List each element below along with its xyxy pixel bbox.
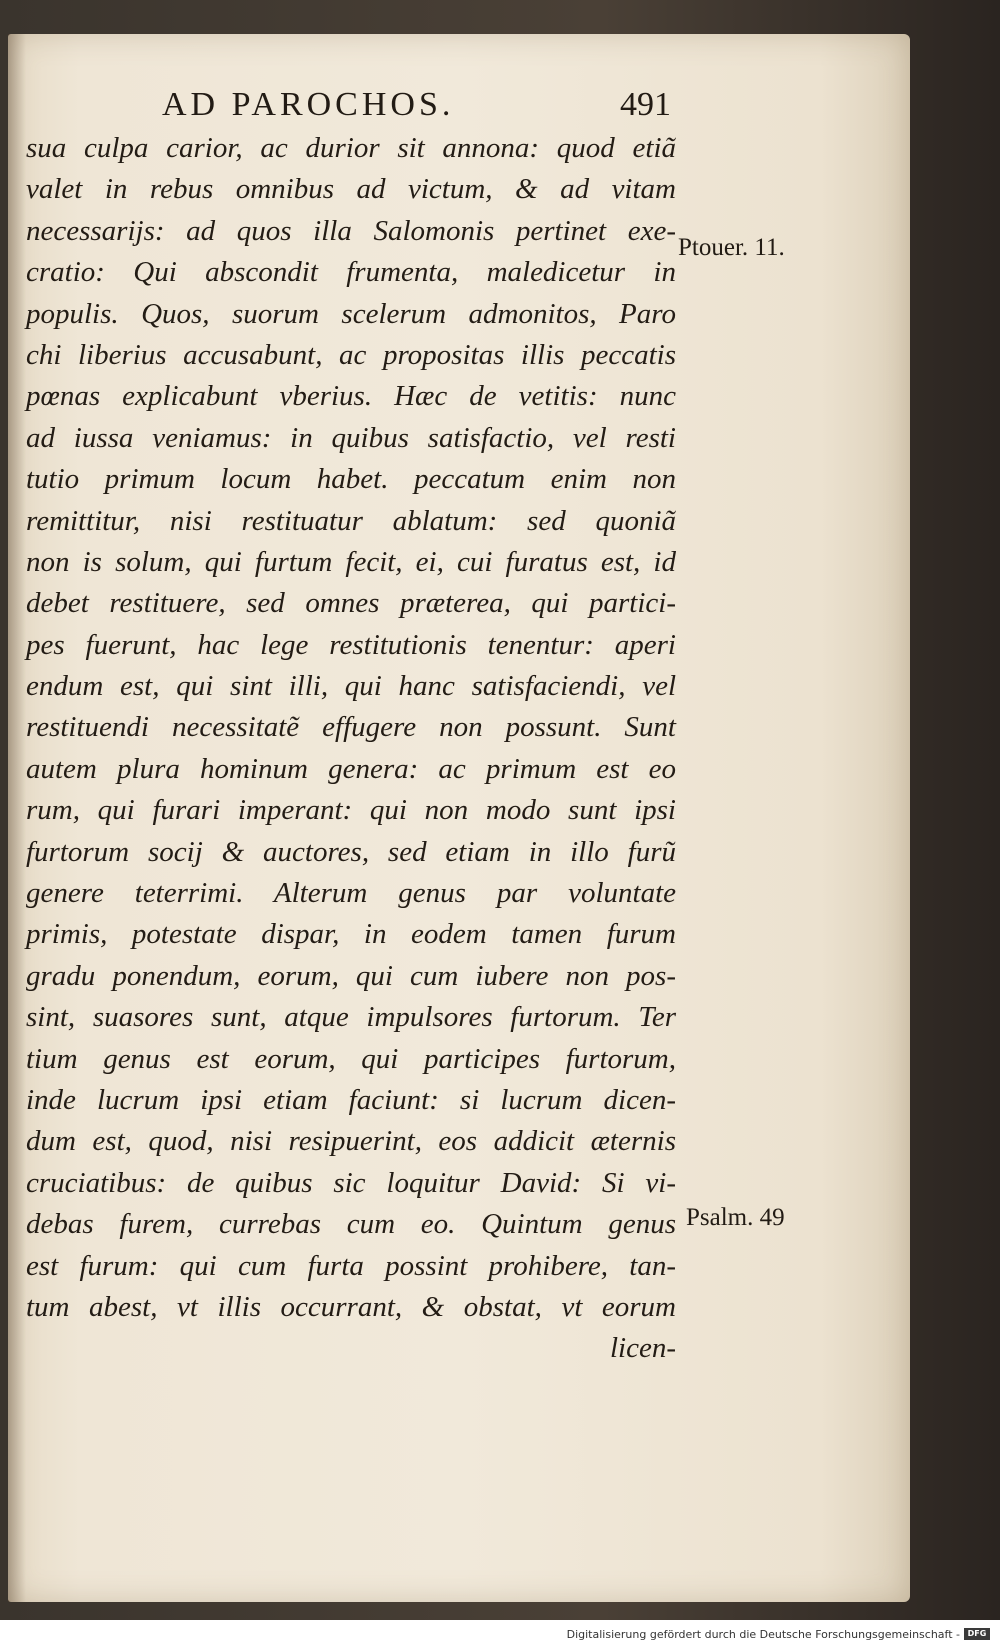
text-line: rum, qui furari imperant: qui non modo sunt ipsi — [26, 794, 676, 827]
text-line: endum est, qui sint illi, qui hanc satisfaciendi, vel — [26, 670, 676, 703]
text-line: est furum: qui cum furta possint prohibere, tan- — [26, 1249, 676, 1282]
text-line: debet restituere, sed omnes præterea, qui partici- — [26, 587, 676, 620]
dfg-logo: DFG — [964, 1628, 990, 1640]
text-line: remittitur, nisi restituatur ablatum: sed quoniã — [26, 504, 676, 537]
text-line: restituendi necessitatẽ effugere non possunt. Sunt — [26, 711, 676, 744]
margin-note-psalm: Psalm. 49 — [686, 1204, 785, 1231]
text-line: sint, suasores sunt, atque impulsores furtorum. Ter — [26, 1001, 676, 1034]
text-line: tium genus est eorum, qui participes furtorum, — [26, 1042, 676, 1075]
text-line: populis. Quos, suorum scelerum admonitos, Paro — [26, 297, 676, 330]
catchword: licen- — [609, 1332, 676, 1365]
text-line: tum abest, vt illis occurrant, & obstat, vt eorum — [26, 1290, 676, 1323]
text-line: autem plura hominum genera: ac primum est eo — [26, 752, 676, 785]
text-line: furtorum socij & auctores, sed etiam in illo furũ — [26, 835, 676, 868]
running-head: AD PAROCHOS. — [162, 86, 455, 123]
text-line: pœnas explicabunt vberius. Hæc de vetitis: nunc — [26, 380, 676, 413]
text-line: chi liberius accusabunt, ac propositas illis peccatis — [26, 338, 676, 371]
text-line: non is solum, qui furtum fecit, ei, cui furatus est, id — [26, 545, 676, 578]
text-line: cruciatibus: de quibus sic loquitur David: Si vi- — [26, 1166, 676, 1199]
text-line: genere teterrimi. Alterum genus par voluntate — [26, 877, 676, 910]
text-line: gradu ponendum, eorum, qui cum iubere non pos- — [26, 959, 676, 992]
text-line: sua culpa carior, ac durior sit annona: quod etiã — [26, 132, 676, 164]
text-line: inde lucrum ipsi etiam faciunt: si lucrum dicen- — [26, 1083, 676, 1116]
text-line: primis, potestate dispar, in eodem tamen furum — [26, 918, 676, 951]
footer-credit: Digitalisierung gefördert durch die Deutsche Forschungsgemeinschaft - — [566, 1628, 960, 1641]
margin-note-proverbs: Ptouer. 11. — [678, 234, 785, 261]
text-line: tutio primum locum habet. peccatum enim non — [26, 463, 676, 496]
text-line: necessarijs: ad quos illa Salomonis pertinet exe- — [26, 214, 676, 247]
text-line: cratio: Qui abscondit frumenta, maledicetur in — [26, 256, 676, 289]
text-line: ad iussa veniamus: in quibus satisfactio, vel resti — [26, 421, 676, 454]
text-line: debas furem, currebas cum eo. Quintum genus — [26, 1208, 676, 1241]
text-line: valet in rebus omnibus ad victum, & ad vitam — [26, 173, 676, 206]
body-text — [26, 128, 676, 1370]
text-line: pes fuerunt, hac lege restitutionis tenentur: aperi — [26, 628, 676, 661]
page-number: 491 — [620, 86, 671, 123]
text-line: dum est, quod, nisi resipuerint, eos addicit æternis — [26, 1125, 676, 1158]
